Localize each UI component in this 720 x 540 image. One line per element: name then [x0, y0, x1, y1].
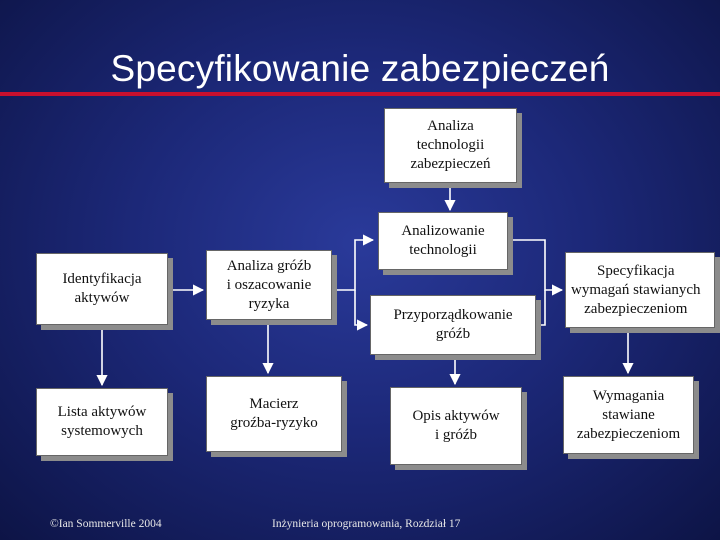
box-line: Analiza	[427, 118, 474, 134]
box-line: Przyporządkowanie	[393, 307, 513, 323]
slide-title: Specyfikowanie zabezpieczeń	[110, 48, 610, 89]
box-przyporzadkowanie-grozb	[370, 295, 536, 355]
box-line: technologii	[409, 242, 477, 258]
box-identyfikacja-aktywow	[36, 253, 168, 325]
box-line: aktywów	[74, 290, 130, 306]
footer-copyright: ©Ian Sommerville 2004	[50, 518, 162, 530]
box-macierz-grozba-ryzyko	[206, 376, 342, 452]
box-line: Opis aktywów	[412, 408, 500, 424]
box-line: i gróźb	[434, 427, 478, 443]
box-line: systemowych	[61, 423, 143, 439]
box-line: zabezpieczeń	[410, 156, 491, 172]
box-line: ryzyka	[248, 295, 290, 312]
box-line: Identyfikacja	[62, 271, 142, 287]
box-line: Analizowanie	[401, 223, 485, 239]
box-line: Macierz	[249, 396, 299, 412]
box-lista-aktywow	[36, 388, 168, 456]
box-line: technologii	[416, 137, 485, 153]
arrow-przyporzadkowanie-to-specyfikacja	[538, 290, 545, 325]
box-line: Wymagania	[592, 387, 665, 404]
box-line: Lista aktywów	[57, 404, 147, 420]
arrow-analiza-to-analizowanie	[335, 240, 373, 290]
box-line: gróźb	[435, 326, 471, 342]
box-opis-aktywow-i-grozb	[390, 387, 522, 465]
box-specyfikacja-wymagan	[565, 252, 715, 328]
box-wymagania-stawiane	[563, 376, 694, 454]
box-analizowanie-technologii	[378, 212, 508, 270]
box-line: Analiza gróźb	[226, 257, 312, 274]
box-line: zabezpieczeniom	[576, 425, 681, 442]
footer-course-title: Inżynieria oprogramowania, Rozdział 17	[272, 518, 461, 530]
box-analiza-technologii-zabezpieczen	[384, 108, 517, 183]
box-analiza-grozb	[206, 250, 332, 320]
box-line: zabezpieczeniom	[584, 300, 688, 317]
box-line: Specyfikacja	[597, 262, 675, 279]
box-line: i oszacowanie	[226, 276, 312, 293]
box-line: wymagań stawianych	[571, 281, 701, 298]
box-line: groźba-ryzyko	[230, 415, 318, 431]
arrow-analiza-to-przyporzadkowanie	[355, 290, 367, 325]
box-line: stawiane	[602, 406, 655, 423]
arrow-analizowanie-to-specyfikacja	[510, 240, 562, 290]
